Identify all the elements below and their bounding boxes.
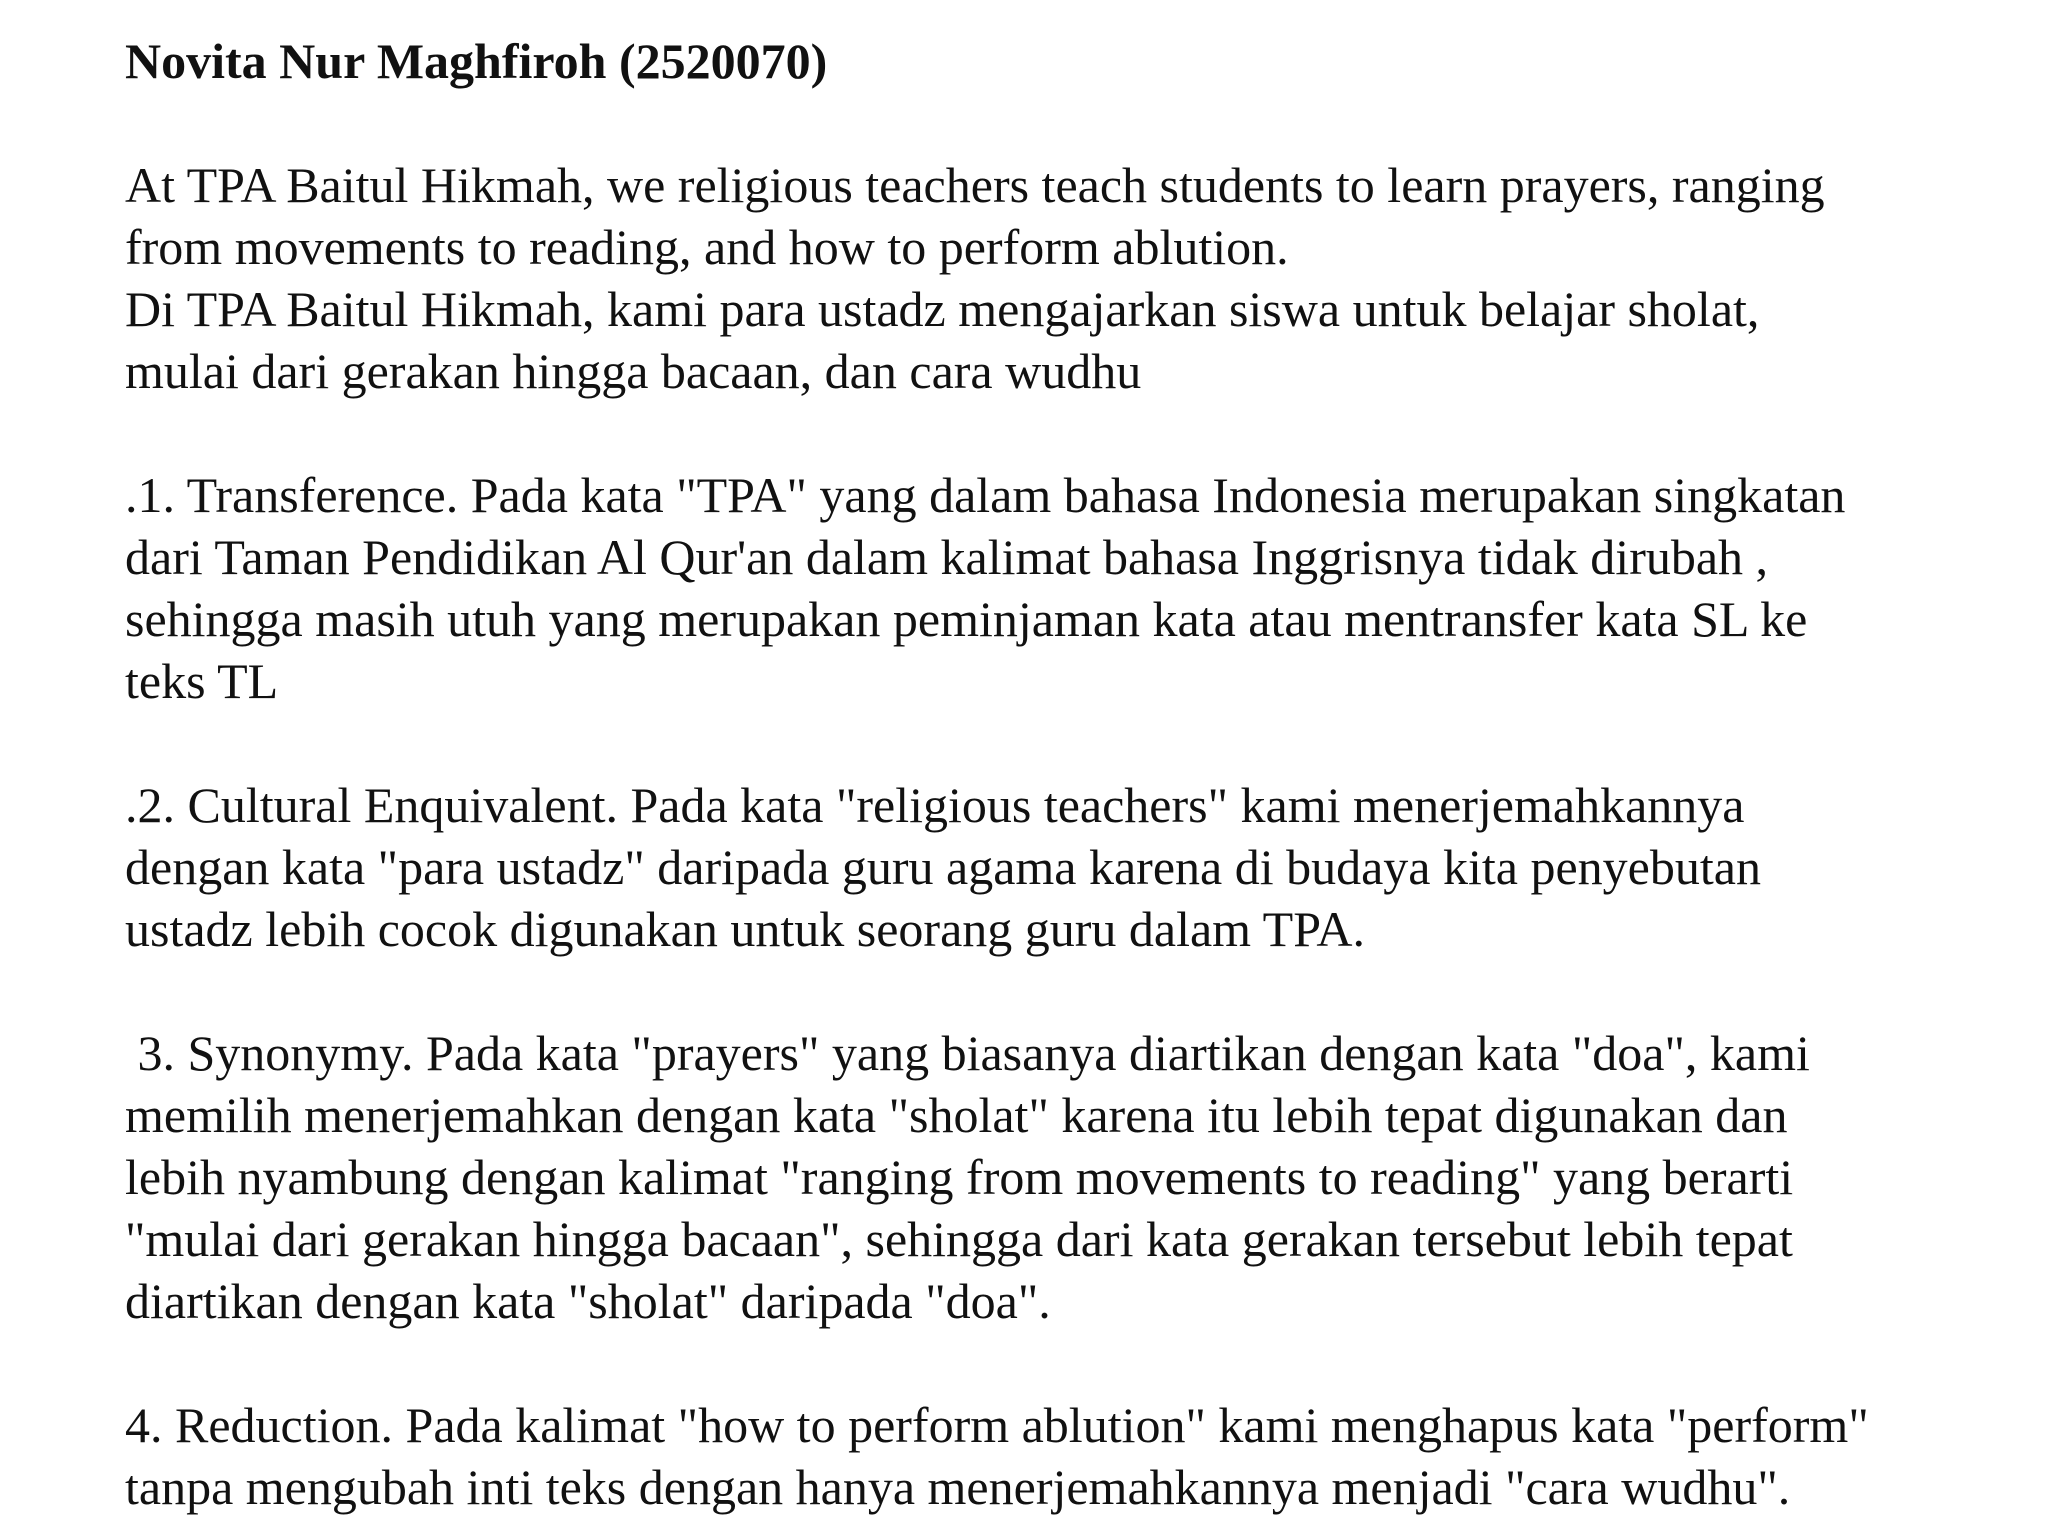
point-reduction-line: tanpa mengubah inti teks dengan hanya menerjemahkannya menjadi "cara wudhu". (125, 1459, 1791, 1515)
point-synonymy-line: "mulai dari gerakan hingga bacaan", sehingga dari kata gerakan tersebut lebih tepat (125, 1211, 1793, 1267)
source-text-line: At TPA Baitul Hikmah, we religious teachers teach students to learn prayers, ranging (125, 157, 1825, 213)
point-synonymy-line: memilih menerjemahkan dengan kata "sholat" karena itu lebih tepat digunakan dan (125, 1087, 1788, 1143)
point-transference-line: .1. Transference. Pada kata "TPA" yang dalam bahasa Indonesia merupakan singkatan (125, 467, 1846, 523)
point-transference-line: teks TL (125, 653, 279, 709)
point-synonymy-line: lebih nyambung dengan kalimat "ranging from movements to reading" yang berarti (125, 1149, 1794, 1205)
point-synonymy-line: diartikan dengan kata "sholat" daripada "doa". (125, 1273, 1051, 1329)
spacer (125, 92, 2005, 154)
point-reduction-line: 4. Reduction. Pada kalimat "how to perform ablution" kami menghapus kata "perform" (125, 1397, 1869, 1453)
translation-text-line: mulai dari gerakan hingga bacaan, dan cara wudhu (125, 343, 1142, 399)
source-text-line: from movements to reading, and how to perform ablution. (125, 219, 1289, 275)
spacer (125, 960, 2005, 1022)
spacer (125, 402, 2005, 464)
point-transference-line: dari Taman Pendidikan Al Qur'an dalam kalimat bahasa Inggrisnya tidak dirubah , (125, 529, 1769, 585)
translation-text-line: Di TPA Baitul Hikmah, kami para ustadz mengajarkan siswa untuk belajar sholat, (125, 281, 1760, 337)
document-page (125, 30, 2005, 1518)
point-transference-line: sehingga masih utuh yang merupakan peminjaman kata atau mentransfer kata SL ke (125, 591, 1808, 647)
document-title: Novita Nur Maghfiroh (2520070) (125, 33, 828, 89)
spacer (125, 712, 2005, 774)
point-synonymy-line: 3. Synonymy. Pada kata "prayers" yang biasanya diartikan dengan kata "doa", kami (125, 1025, 1810, 1081)
point-cultural-equivalent-line: ustadz lebih cocok digunakan untuk seorang guru dalam TPA. (125, 901, 1366, 957)
spacer (125, 1332, 2005, 1394)
point-cultural-equivalent-line: .2. Cultural Enquivalent. Pada kata "religious teachers" kami menerjemahkannya (125, 777, 1745, 833)
point-cultural-equivalent-line: dengan kata "para ustadz" daripada guru agama karena di budaya kita penyebutan (125, 839, 1761, 895)
